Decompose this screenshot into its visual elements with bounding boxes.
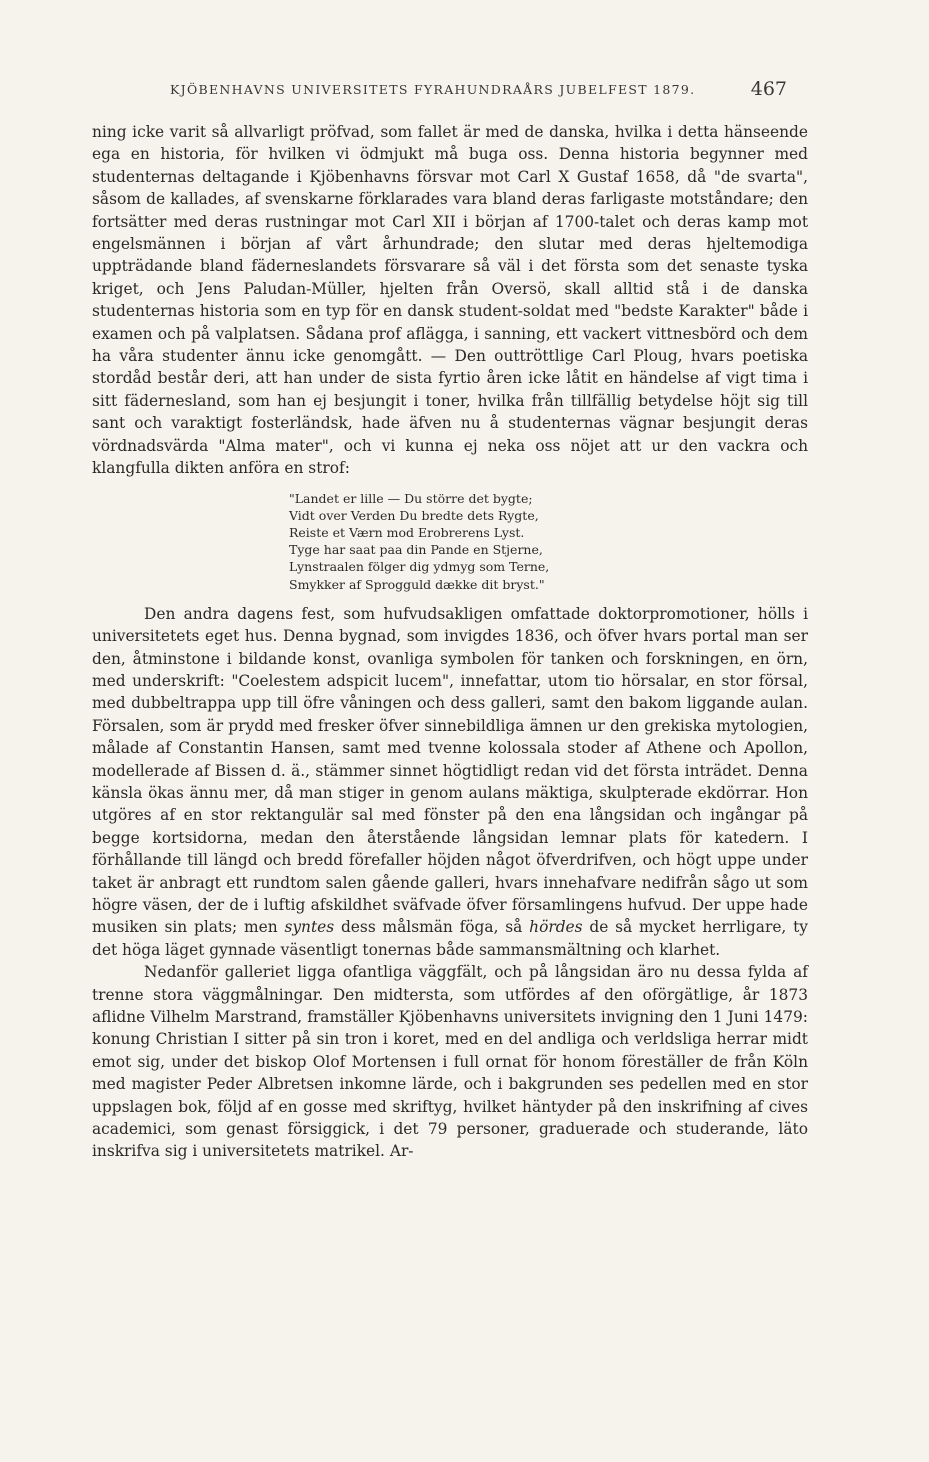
paragraph-text: Den andra dagens fest, som hufvudsakligen omfattade doktorpromotioner, hölls i universitetets eget hus. Denna bygnad, som invigdes 1836, och öfver hvars portal man ser den, åtminstone i bildande konst, ovanliga symbolen för tanken och forskningen, en örn, med underskrift: "Coelestem adspicit lucem", innefattar, utom tio hörsalar, en stor försal, med dubbeltrappa upp till öfre våningen och dess galleri, samt den bakom liggande aulan. Försalen, som är prydd med fresker öfver sinnebildliga ämnen ur den grekiska mytologien, målade af Constantin Hansen, samt med tvenne kolossala stoder af Athene och Apollon, modellerade af Bissen d. ä., stämmer sinnet högtidligt redan vid det första inträdet. Denna känsla ökas ännu mer, då man stiger in genom aulans mäktiga, skulpterade ekdörrar. Hon utgöres af en stor rektangulär sal med fönster på den ena långsidan och ingångar på begge kortsidorna, medan den återstående långsidan lemnar plats för katedern. I förhållande till längd och bredd förefaller höjden något öfverdrifven, och högt uppe under taket är anbragt ett rundtom salen gående galleri, hvars innehafvare nedifrån sågo ut som högre väsen, der de i luftig afskildhet sväfvade öfver församlingens hufvud. Der uppe hade musiken sin plats; men [92,604,808,937]
italic-word: hördes [529,918,583,937]
poem-stanza [289,490,808,593]
poem-line: Tyge har saat paa din Pande en Stjerne, [289,542,543,558]
body-text [92,121,808,1163]
poem-line: "Landet er lille — Du större det bygte; [289,490,533,506]
poem-line: Vidt over Verden Du bredte dets Rygte, [289,507,539,523]
paragraph-student-history: ning icke varit så allvarligt pröfvad, som fallet är med de danska, hvilka i detta hänseende ega en historia, för hvilken vi ödmjukt må buga oss. Denna historia begynner med studenternas deltagande i Kjöbenhavns försvar mot Carl X Gustaf 1658, då "de svarta", såsom de kallades, af svenskarne förklarades vara bland deras farligaste motståndare; den fortsätter med deras rustningar mot Carl XII i början af 1700-talet och deras kamp mot engelsmännen i början af vårt århundrade; den slutar med deras hjeltemodiga uppträdande bland fäderneslandets försvarare så väl i det första som det senaste tyska kriget, och Jens Paludan-Müller, hjelten från Oversö, skall alltid stå i de danska studenternas historia som en typ för en dansk student-soldat med "bedste Karakter" både i examen och på valplatsen. Sådana prof aflägga, i sanning, ett vackert vittnesbörd och dem ha våra studenter ännu icke genomgått. — Den outtröttlige Carl Ploug, hvars poetiska stordåd består deri, att han under de sista fyrtio åren icke låtit en händelse af vigt tima i sitt fädernesland, som han ej besjungit i toner, hvilka från tillfällig betydelse höjt sig till sant och varaktigt fosterländsk, hade äfven nu å studenternas vägnar besjungit deras vördnadsvärda "Alma mater", och vi kunna ej neka oss nöjet att ur den vackra och klangfulla dikten anföra en strof: [92,123,808,478]
poem-line: Smykker af Sprogguld dække dit bryst." [289,576,545,592]
paragraph-wall-paintings: Nedanför galleriet ligga ofantliga väggfält, och på långsidan äro nu dessa fylda af trenne stora väggmålningar. Den midtersta, som utfördes af den oförgätlige, år 1873 aflidne Vilhelm Marstrand, framställer Kjöbenhavns universitets invigning den 1 Juni 1479: konung Christian I sitter på sin tron i koret, med en del andliga och verldsliga herrar midt emot sig, under det biskop Olof Mortensen i full ornat för honom föreställer de från Köln med magister Peder Albretsen inkomne lärde, och i bakgrunden ses pedellen med en stor uppslagen bok, följd af en gosse med skriftyg, hvilket häntyder på den inskrifning af cives academici, som genast försiggick, i det 79 personer, graduerade och studerande, läto inskrifva sig i universitetets matrikel. Ar- [92,963,808,1161]
running-title: KJÖBENHAVNS UNIVERSITETS FYRAHUNDRAÅRS JUBELFEST 1879. [170,82,696,97]
paragraph-text: de så mycket herrligare, ty det höga läget gynnade väsentligt tonernas både sammansmältning och klarhet. [92,918,808,959]
paragraph-text: dess målsmän föga, så [334,918,530,937]
poem-line: Lynstraalen fölger dig ydmyg som Terne, [289,559,550,575]
page-header [170,78,787,102]
paragraph-university-building [92,603,808,962]
page-number: 467 [750,78,787,100]
italic-word: syntes [284,918,335,937]
poem-line: Reiste et Værn mod Erobrerens Lyst. [289,524,525,540]
